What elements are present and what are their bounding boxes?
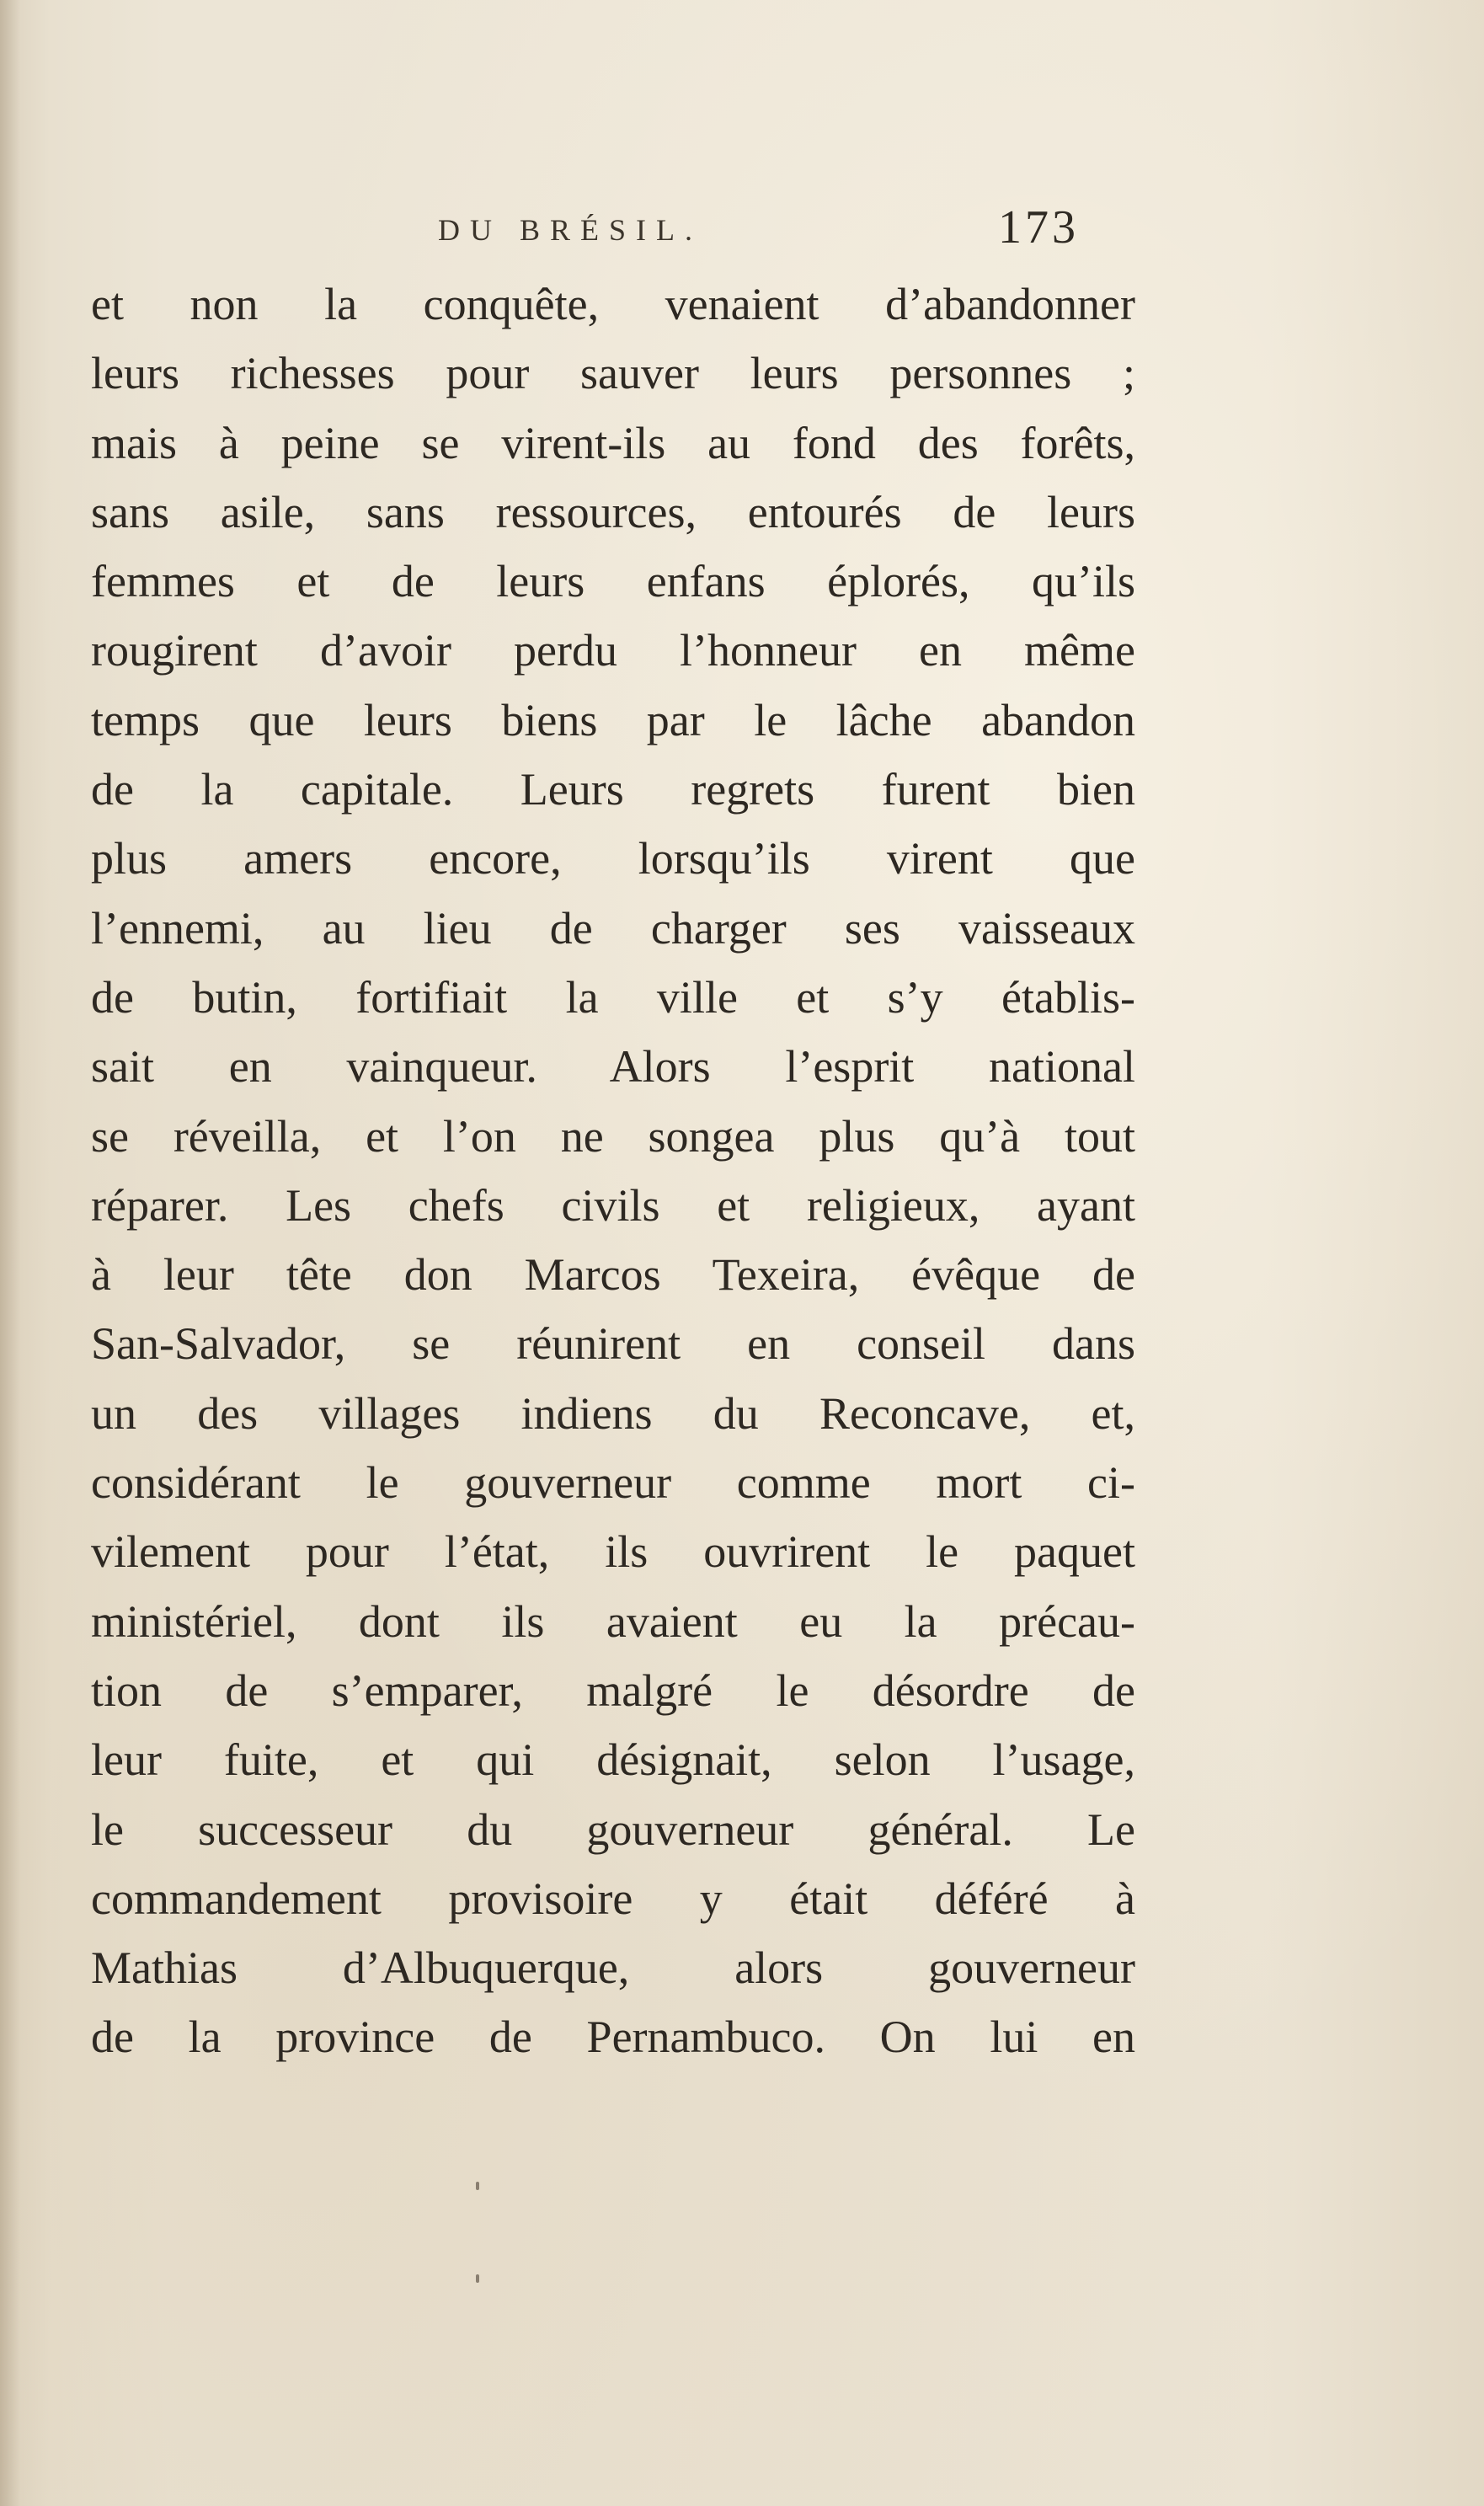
page-number: 173 bbox=[998, 201, 1079, 254]
running-head: DU BRÉSIL. bbox=[438, 213, 703, 247]
text-line: plus amers encore, lorsqu’ils virent que bbox=[91, 833, 1135, 884]
text-line: femmes et de leurs enfans éplorés, qu’ils bbox=[91, 556, 1135, 607]
text-line: ministériel, dont ils avaient eu la précau- bbox=[91, 1595, 1135, 1647]
body-text bbox=[91, 270, 1135, 2072]
text-line: à leur tête don Marcos Texeira, évêque de bbox=[91, 1249, 1135, 1301]
text-line: leurs richesses pour sauver leurs personnes ; bbox=[91, 348, 1135, 399]
text-line: de butin, fortifiait la ville et s’y établis- bbox=[91, 971, 1135, 1023]
text-line: sans asile, sans ressources, entourés de leurs bbox=[91, 486, 1135, 537]
text-line: de la capitale. Leurs regrets furent bien bbox=[91, 764, 1135, 815]
text-line: et non la conquête, venaient d’abandonner bbox=[91, 279, 1135, 329]
text-line: mais à peine se virent-ils au fond des forêts, bbox=[91, 417, 1135, 468]
text-line: commandement provisoire y était déféré à bbox=[91, 1873, 1135, 1924]
text-line: sait en vainqueur. Alors l’esprit national bbox=[91, 1041, 1135, 1093]
text-line: leur fuite, et qui désignait, selon l’usage, bbox=[91, 1734, 1135, 1786]
text-line: temps que leurs biens par le lâche abandon bbox=[91, 694, 1135, 745]
text-line: se réveilla, et l’on ne songea plus qu’à tout bbox=[91, 1110, 1135, 1162]
paper-speck bbox=[476, 2274, 479, 2283]
paper-speck bbox=[476, 2182, 479, 2190]
text-line: San-Salvador, se réunirent en conseil dans bbox=[91, 1318, 1135, 1370]
text-line: Mathias d’Albuquerque, alors gouverneur bbox=[91, 1942, 1135, 1994]
text-line: tion de s’emparer, malgré le désordre de bbox=[91, 1664, 1135, 1716]
text-line: l’ennemi, au lieu de charger ses vaisseaux bbox=[91, 902, 1135, 954]
text-line: rougirent d’avoir perdu l’honneur en même bbox=[91, 625, 1135, 676]
text-line: considérant le gouverneur comme mort ci- bbox=[91, 1457, 1135, 1509]
text-line: le successeur du gouverneur général. Le bbox=[91, 1803, 1135, 1855]
text-line: réparer. Les chefs civils et religieux, ayant bbox=[91, 1179, 1135, 1231]
text-line: de la province de Pernambuco. On lui en bbox=[91, 2012, 1135, 2063]
text-line: un des villages indiens du Reconcave, et, bbox=[91, 1387, 1135, 1439]
text-line: vilement pour l’état, ils ouvrirent le paquet bbox=[91, 1526, 1135, 1578]
page-header bbox=[0, 200, 1484, 268]
page-gutter-shadow bbox=[0, 0, 20, 2506]
